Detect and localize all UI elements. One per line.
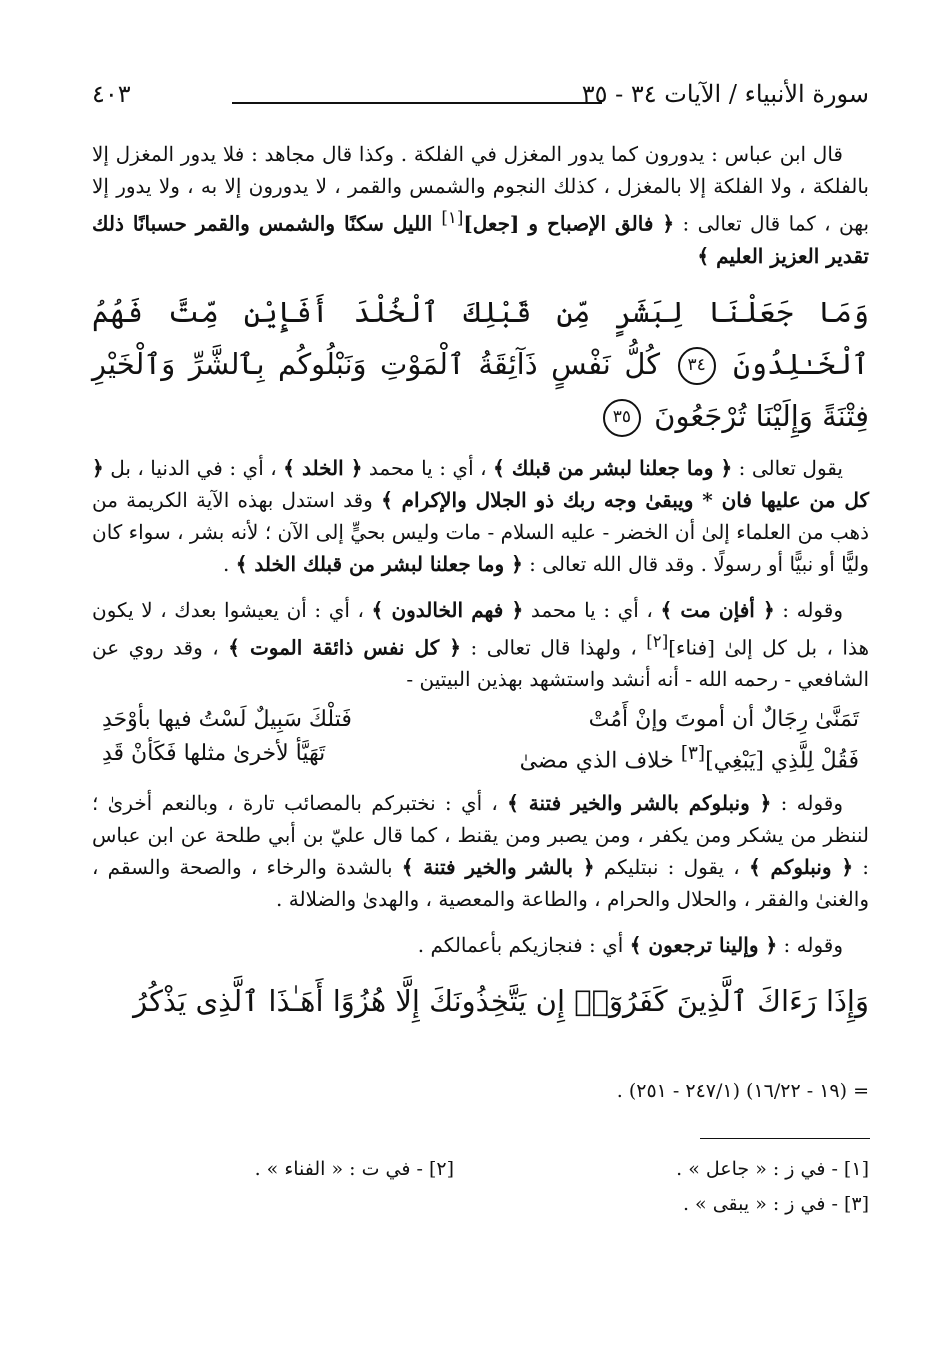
poem-line-1 — [102, 703, 859, 737]
footnote-ref: [٣] — [680, 743, 706, 765]
ayah-number-34: ٣٤ — [678, 347, 716, 385]
hemistich: تَهَيَّأ لأخرىٰ مثلها فَكَأنْ قَدِ — [102, 741, 326, 767]
quran-verse-34-35 — [92, 286, 869, 442]
text: ، أي : في الدنيا ، بل — [103, 455, 284, 480]
quote: ﴿ ونبلوكم ﴾ — [748, 854, 854, 879]
paragraph-nablukum — [92, 787, 869, 915]
text: يقول تعالى : — [732, 455, 843, 480]
page-header — [92, 80, 869, 116]
surah-title: سورة الأنبياء / الآيات ٣٤ - ٣٥ — [581, 80, 869, 108]
text: ، وقد روي عن الشافعي - رحمه الله - أنه أنشد واستشهد بهذين البيتين - — [92, 635, 869, 692]
page-number: ٤٠٣ — [92, 80, 131, 108]
text: أي : فنجازيكم بأعمالكم . — [417, 932, 630, 957]
quote: ﴿ فهم الخالدون ﴾ — [371, 597, 524, 622]
verse-34: وَمَا جَعَلْنَا لِبَشَرٍ مِّن قَبْلِكَ ٱلْخُلْدَ أَفَإِيْن مِّتَّ فَهُمُ ٱلْخَـٰلِدُونَ — [92, 294, 869, 381]
quote: [جعل] — [463, 211, 520, 236]
quote: ﴿ بالشر والخير فتنة ﴾ — [401, 854, 595, 879]
hemistich: فَتلْكَ سَبِيلٌ لَسْتُ فيها بأوْحَدِ — [102, 707, 352, 733]
hemistich — [520, 737, 859, 778]
quote: ﴿ الخلد ﴾ — [283, 455, 363, 480]
footnote-1: [١] - في ز : « جاعل » . — [676, 1158, 869, 1180]
paragraph-commentary — [92, 452, 869, 580]
text: وقوله : — [771, 790, 844, 815]
text: فَقُلْ لِلَّذِي [يَبْغِي] — [705, 748, 859, 774]
text: خلاف الذي مضىٰ — [519, 748, 681, 774]
text: . — [222, 551, 236, 576]
ayah-number-35: ٣٥ — [603, 399, 641, 437]
text: وقد استدل بهذه الآية الكريمة من ذهب من العلماء إلىٰ أن الخضر - عليه السلام - مات وليس بحيٍّ إلى الآن ؛ لأنه بشر ، سواء كان وليًّا أو نبيًّا أو رسولًا . وقد قال الله تعالى : — [92, 487, 869, 576]
quote: ﴿ كل من عليها فان * ويبقىٰ وجه ربك ذو الجلال والإكرام ﴾ — [92, 455, 869, 512]
paragraph-turjaoon — [92, 929, 869, 961]
hemistich: تَمَنَّىٰ رِجَالٌ أن أموتَ وإنْ أَمُتْ — [588, 707, 859, 733]
footnotes-rule — [700, 1138, 870, 1139]
continuation-note: = (١٩ - ١٦/٢٢) (٢٤٧/١ - ٢٥١) . — [616, 1080, 869, 1102]
text: ، أي : أن يعيشوا بعدك ، لا يكون هذا ، بل كل إلىٰ [فناء] — [92, 597, 870, 660]
text: ، يقول : نبتليكم — [594, 854, 749, 879]
poem-verses — [102, 703, 859, 778]
header-rule — [232, 102, 602, 104]
text: ، أي : يا محمد — [523, 597, 661, 622]
text: بالشدة والرخاء ، والصحة والسقم ، والغنىٰ والفقر ، والحلال والحرام ، والطاعة والمعصية ، والهدىٰ والضلالة . — [92, 854, 869, 911]
quote: ﴿ فالق الإصباح و — [519, 211, 675, 236]
quran-verse-36-start: وَإِذَا رَءَاكَ ٱلَّذِينَ كَفَرُوٓا۟ إِن يَتَّخِذُونَكَ إِلَّا هُزُوًا أَهَـٰذَا ٱلَّذِى يَذْكُرُ — [133, 983, 869, 1018]
paragraph-ibn-abbas — [92, 138, 869, 272]
text: قال ابن عباس : يدورون كما يدور المغزل في الفلكة . وكذا قال مجاهد : فلا يدور المغزل إلا بالفلكة ، ولا الفلكة إلا بالمغزل ، كذلك النجوم والشمس والقمر ، لا يدورون إلا به ، ولا يدور إلا بهن ، كما قال تعالى : — [92, 142, 870, 236]
text: وقوله : — [777, 932, 843, 957]
footnote-ref: [٢] — [646, 631, 669, 651]
text: وقوله : — [774, 597, 843, 622]
quote: ﴿ ونبلوكم بالشر والخير فتنة ﴾ — [507, 790, 772, 815]
quote: ﴿ وما جعلنا لبشر من قبلك ﴾ — [493, 455, 733, 480]
footnote-2: [٢] - في ت : « الفناء » . — [254, 1158, 454, 1180]
text: ، ولهذا قال تعالى : — [461, 635, 647, 660]
quote: ﴿ وإلينا ترجعون ﴾ — [629, 932, 778, 957]
text: ، أي : نختبركم بالمصائب تارة ، وبالنعم أخرىٰ ؛ لننظر من يشكر ومن يكفر ، ومن يصبر ومن يقنط ، كما قال عليّ بن أبي طلحة عن ابن عباس : — [92, 790, 869, 879]
quote: ﴿ وما جعلنا لبشر من قبلك الخلد ﴾ — [235, 551, 523, 576]
footnote-3: [٣] - في ز : « يبقى » . — [682, 1193, 869, 1215]
paragraph-afain-mitta — [92, 594, 869, 696]
text: ، أي : يا محمد — [362, 455, 494, 480]
quote: ﴿ كل نفس ذائقة الموت ﴾ — [228, 635, 462, 660]
verse-35: كُلُّ نَفْسٍ ذَآئِقَةُ ٱلْمَوْتِ وَنَبْلُوكُم بِٱلشَّرِّ وَٱلْخَيْرِ فِتْنَةً وَإِلَيْنَا تُرْجَعُونَ — [92, 346, 869, 433]
quote: الليل سكنًا والشمس والقمر حسبانًا ذلك تقدير العزيز العليم ﴾ — [92, 211, 869, 268]
footnote-ref: [١] — [441, 208, 464, 227]
quote: ﴿ أفإن مت ﴾ — [660, 597, 775, 622]
page-body — [92, 138, 869, 1037]
poem-line-2 — [102, 737, 859, 778]
